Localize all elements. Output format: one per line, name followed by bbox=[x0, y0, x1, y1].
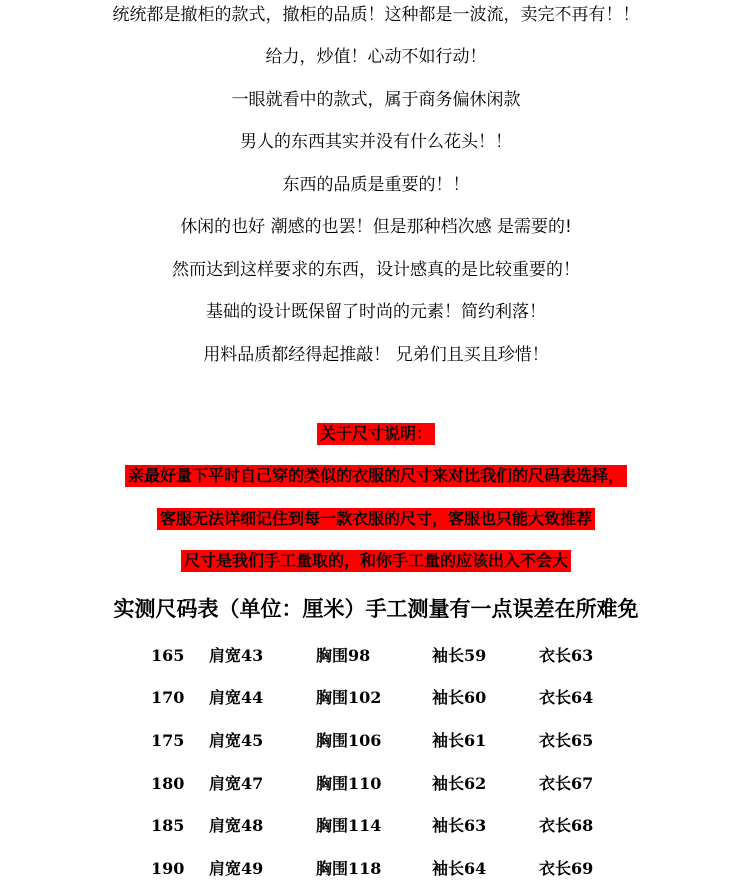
size-cell-chest: 胸围106 bbox=[316, 731, 382, 750]
intro-line-5: 东西的品质是重要的！！ bbox=[282, 175, 470, 195]
size-cell-sleeve: 袖长62 bbox=[432, 774, 487, 793]
intro-line-4: 男人的东西其实并没有什么花头！！ bbox=[240, 132, 512, 152]
size-notice-line-row-2 bbox=[0, 508, 752, 530]
size-notice-line-row-1 bbox=[0, 465, 752, 487]
size-notice-line: 尺寸是我们手工量取的，和你手工量的应该出入不会大 bbox=[181, 550, 571, 572]
size-cell-chest: 胸围118 bbox=[316, 859, 382, 878]
intro-line-1: 统统都是撤柜的款式，撤柜的品质！这种都是一波流，卖完不再有！！ bbox=[112, 5, 640, 25]
size-notice-heading: 关于尺寸说明： bbox=[317, 423, 435, 445]
size-cell-height: 175 bbox=[151, 731, 185, 750]
size-cell-length: 衣长64 bbox=[539, 688, 594, 707]
size-notice-line: 客服无法详细记住到每一款衣服的尺寸，客服也只能大致推荐 bbox=[157, 508, 595, 530]
size-table-row bbox=[0, 856, 752, 882]
intro-line-2: 给力，炒值！心动不如行动！ bbox=[265, 47, 487, 67]
size-cell-shoulder: 肩宽48 bbox=[209, 816, 264, 835]
size-cell-sleeve: 袖长59 bbox=[432, 646, 487, 665]
size-cell-sleeve: 袖长60 bbox=[432, 688, 487, 707]
size-table-row bbox=[0, 643, 752, 669]
intro-line-9: 用料品质都经得起推敲！ 兄弟们且买且珍惜！ bbox=[203, 345, 549, 365]
size-table-title: 实测尺码表（单位：厘米）手工测量有一点误差在所难免 bbox=[113, 596, 639, 621]
size-notice-line-row-3 bbox=[0, 550, 752, 572]
intro-line-6: 休闲的也好 潮感的也罢！但是那种档次感 是需要的! bbox=[180, 217, 572, 237]
size-cell-length: 衣长68 bbox=[539, 816, 594, 835]
size-table-row bbox=[0, 685, 752, 711]
size-cell-shoulder: 肩宽43 bbox=[209, 646, 264, 665]
intro-line-7: 然而达到这样要求的东西，设计感真的是比较重要的！ bbox=[172, 260, 580, 280]
size-cell-chest: 胸围102 bbox=[316, 688, 382, 707]
size-cell-sleeve: 袖长61 bbox=[432, 731, 487, 750]
size-notice-line: 亲最好量下平时自己穿的类似的衣服的尺寸来对比我们的尺码表选择， bbox=[125, 465, 627, 487]
size-table-row bbox=[0, 728, 752, 754]
size-cell-length: 衣长69 bbox=[539, 859, 594, 878]
size-cell-length: 衣长65 bbox=[539, 731, 594, 750]
size-cell-shoulder: 肩宽47 bbox=[209, 774, 264, 793]
size-cell-shoulder: 肩宽49 bbox=[209, 859, 264, 878]
size-cell-chest: 胸围98 bbox=[316, 646, 371, 665]
intro-line-3: 一眼就看中的款式，属于商务偏休闲款 bbox=[231, 90, 521, 110]
size-cell-chest: 胸围114 bbox=[316, 816, 382, 835]
size-cell-chest: 胸围110 bbox=[316, 774, 382, 793]
size-cell-height: 190 bbox=[151, 859, 185, 878]
size-cell-sleeve: 袖长63 bbox=[432, 816, 487, 835]
size-table-row bbox=[0, 813, 752, 839]
size-cell-height: 180 bbox=[151, 774, 185, 793]
size-table-row bbox=[0, 771, 752, 797]
size-cell-length: 衣长67 bbox=[539, 774, 594, 793]
size-cell-height: 165 bbox=[151, 646, 185, 665]
size-cell-shoulder: 肩宽45 bbox=[209, 731, 264, 750]
size-cell-height: 185 bbox=[151, 816, 185, 835]
intro-line-8: 基础的设计既保留了时尚的元素！简约利落！ bbox=[206, 302, 546, 322]
size-cell-length: 衣长63 bbox=[539, 646, 594, 665]
size-notice-heading-row bbox=[0, 423, 752, 445]
size-cell-sleeve: 袖长64 bbox=[432, 859, 487, 878]
size-cell-shoulder: 肩宽44 bbox=[209, 688, 264, 707]
size-cell-height: 170 bbox=[151, 688, 185, 707]
